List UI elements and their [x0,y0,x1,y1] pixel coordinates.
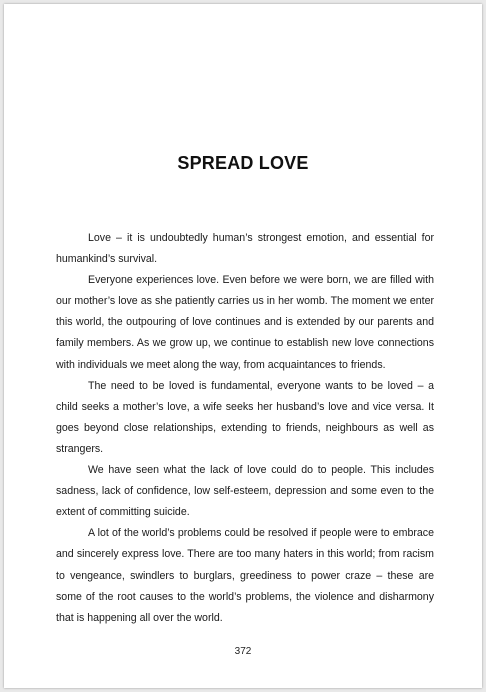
paragraph-3: The need to be loved is fundamental, everyone wants to be loved – a child seeks a mother’s love, a wife seeks her husband’s love and vice versa. It goes beyond close relationships, extending to friends, neighbours as well as strangers. [56,379,434,455]
paragraph-2: Everyone experiences love. Even before we were born, we are filled with our mother’s love as she patiently carries us in her womb. The moment we enter this world, the outpouring of love continues and is extended by our parents and family members. As we grow up, we continue to establish new love connections with individuals we meet along the way, from acquaintances to friends. [56,274,434,371]
paragraph-1: Love – it is undoubtedly human’s strongest emotion, and essential for humankind’s survival. [56,232,434,266]
page-title: SPREAD LOVE [177,153,309,173]
document-page [4,4,482,688]
body-text [56,228,434,629]
page-number: 372 [234,646,252,657]
paragraph-4: We have seen what the lack of love could do to people. This includes sadness, lack of confidence, low self-esteem, depression and some even to the extent of committing suicide. [56,464,434,519]
paragraph-5: A lot of the world’s problems could be resolved if people were to embrace and sincerely express love. There are too many haters in this world; from racism to vengeance, swindlers to burglars, greediness to power craze – these are some of the root causes to the world’s problems, the violence and disharmony that is happening all over the world. [56,527,434,624]
